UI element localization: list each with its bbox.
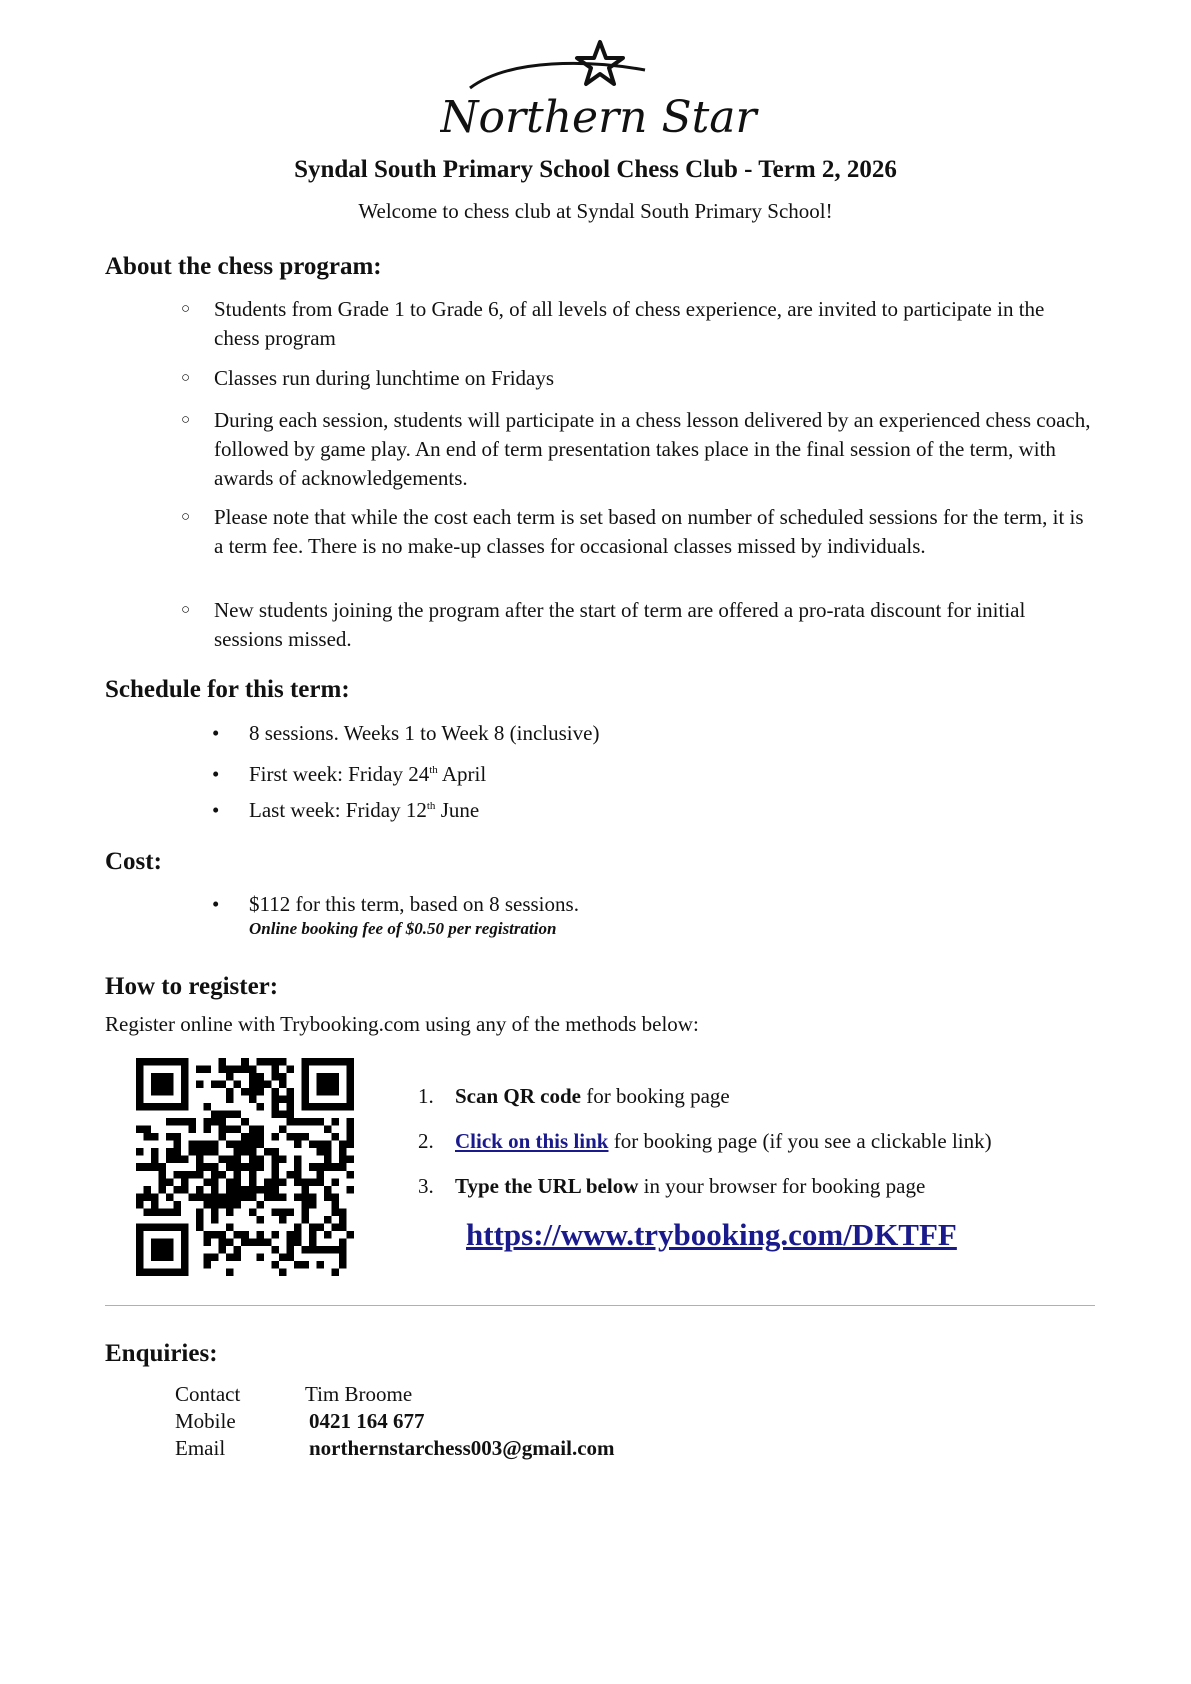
schedule-heading: Schedule for this term:	[105, 676, 350, 703]
circle-bullet: ○	[181, 370, 191, 386]
about-item-text: Please note that while the cost each term is set based on number of scheduled sessions for the term, it is a term fee. There is no make-up classes for occasional classes missed by individuals.	[214, 505, 1084, 558]
cost-heading: Cost:	[105, 848, 162, 875]
northern-star-logo	[440, 38, 760, 143]
about-item-text: Students from Grade 1 to Grade 6, of all levels of chess experience, are invited to participate in the chess program	[214, 297, 1045, 350]
contact-value: Tim Broome	[305, 1382, 413, 1406]
mobile-label: Mobile	[175, 1409, 236, 1433]
about-item-text: New students joining the program after the start of term are offered a pro-rata discount for initial sessions missed.	[214, 598, 1026, 651]
qr-code-image	[136, 1058, 354, 1276]
document-page: Northern Star Syndal South Primary School Chess Club - Term 2, 2026 Welcome to chess club at Syndal South Primary School! About the chess program: ○ Students from Grade 1 to Grade 6, of all levels of chess experience, are invited to participate in the chess program ○ Classes run during lunchtime on Fridays ○ During each session, students will participate in a chess lesson delivered by an experienced chess coach, followed by game play. An end of term presentation takes place in the final session of the term, with awards of acknowledgements. ○ Please note that while the cost each term is set based on number of scheduled sessions for the term, it is a term fee. There is no make-up classes for occasional classes missed by individuals. ○ New students joining the program after the start of term are offered a pro-rata discount for initial sessions missed. Schedule for this term: • 8 sessions. Weeks 1 to Week 8 (inclusive) • First week: Friday 24th April • Last week: Friday 12th June Cost: • $112 for this term, based on 8 sessions. Online booking fee of $0.50 per registration How to register: Register online with Trybooking.com using any of the methods below: 1. Scan QR code for booking page 2. Click on this link for booking page (if you see a clickable link) 3. Type the URL below in your browser for booking page https://www.trybooking.com/DKTFF Enquiries: Contact Tim Broome Mobile 0421 164 677 Email northernstarchess003@gmail.com	[0, 0, 1191, 1684]
booking-fee-note: Online booking fee of $0.50 per registration	[249, 919, 557, 938]
star-icon	[440, 38, 760, 143]
about-heading: About the chess program:	[105, 253, 382, 280]
bullet: •	[212, 798, 220, 822]
booking-link[interactable]: Click on this link	[455, 1129, 609, 1153]
enquiries-heading: Enquiries:	[105, 1340, 218, 1367]
page-title: Syndal South Primary School Chess Club - Term 2, 2026	[294, 156, 897, 183]
circle-bullet: ○	[181, 509, 191, 525]
cost-item-text: $112 for this term, based on 8 sessions.	[249, 892, 579, 916]
register-intro: Register online with Trybooking.com using any of the methods below:	[105, 1012, 699, 1036]
circle-bullet: ○	[181, 602, 191, 618]
first-week-text: First week: Friday 24th April	[249, 762, 487, 786]
qr-code[interactable]	[136, 1058, 354, 1276]
email-value[interactable]: northernstarchess003@gmail.com	[309, 1436, 615, 1460]
bullet: •	[212, 762, 220, 786]
circle-bullet: ○	[181, 412, 191, 428]
email-label: Email	[175, 1436, 226, 1460]
schedule-item-text: 8 sessions. Weeks 1 to Week 8 (inclusive)	[249, 721, 600, 745]
bullet: •	[212, 721, 220, 745]
contact-label: Contact	[175, 1382, 241, 1406]
booking-url-link[interactable]: https://www.trybooking.com/DKTFF	[466, 1217, 957, 1252]
mobile-value: 0421 164 677	[309, 1409, 425, 1433]
welcome-text: Welcome to chess club at Syndal South Primary School!	[358, 199, 833, 223]
circle-bullet: ○	[181, 301, 191, 317]
register-heading: How to register:	[105, 973, 279, 1000]
last-week-text: Last week: Friday 12th June	[249, 798, 480, 822]
about-item-text: Classes run during lunchtime on Fridays	[214, 366, 555, 390]
logo-text: Northern Star	[440, 92, 757, 143]
about-item-text: During each session, students will participate in a chess lesson delivered by an experienced chess coach, followed by game play. An end of term presentation takes place in the final session of the term, with awards of acknowledgements.	[214, 408, 1091, 490]
section-divider	[105, 1305, 1095, 1306]
bullet: •	[212, 892, 220, 916]
